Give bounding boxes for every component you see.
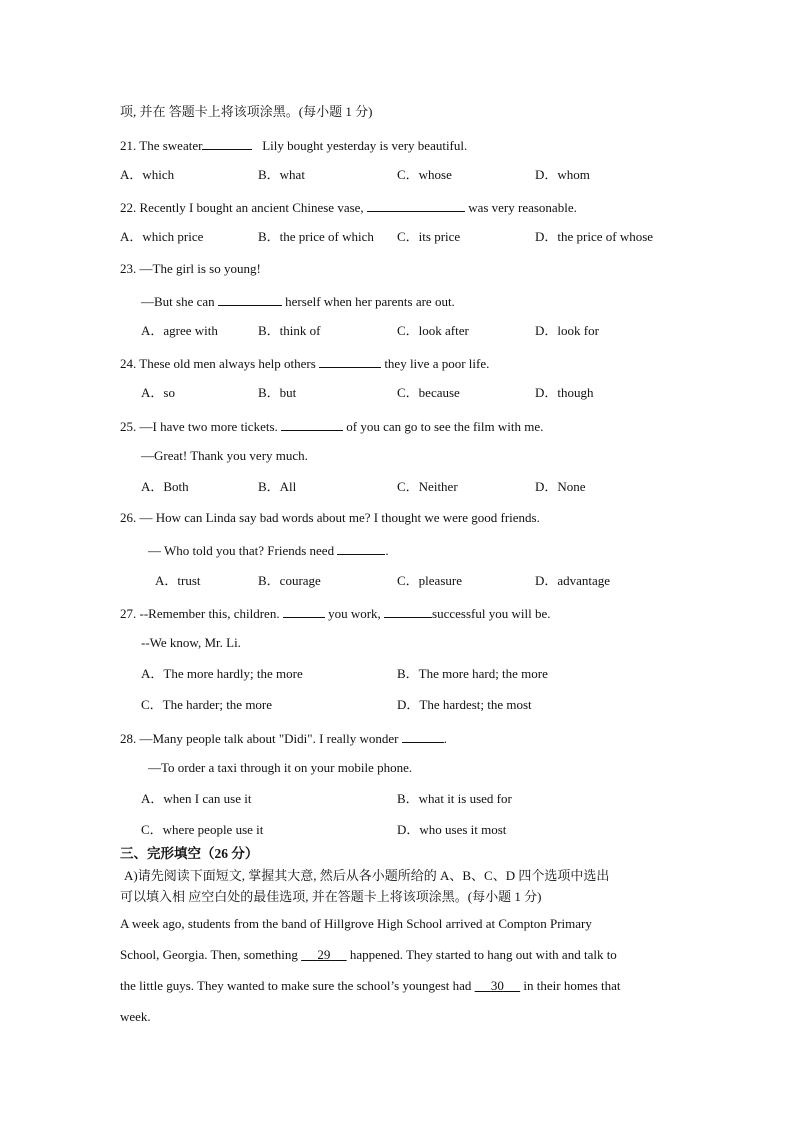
question-stem: —The girl is so young!	[139, 261, 261, 276]
option-a: A．Both	[141, 479, 189, 494]
option-c: C．look after	[397, 323, 469, 338]
question-stem-after: they live a poor life.	[381, 356, 490, 371]
question-stem-after: .	[443, 731, 447, 746]
blank-number: 30	[490, 978, 504, 993]
passage-text: School, Georgia. Then, something	[120, 947, 302, 962]
line2-before: —But she can	[141, 294, 218, 309]
question-number: 22.	[120, 200, 137, 215]
question-25-line2: —Great! Thank you very much.	[141, 448, 308, 463]
question-number: 28.	[120, 731, 137, 746]
passage-line-4: week.	[120, 1009, 151, 1024]
question-22	[120, 198, 577, 216]
answer-blank	[281, 417, 343, 431]
option-b: B．The more hard; the more	[397, 666, 548, 681]
option-a: A．which	[120, 167, 175, 182]
question-stem-before: These old men always help others	[139, 356, 320, 371]
blank-30	[475, 978, 521, 993]
option-c: C．pleasure	[397, 573, 462, 588]
question-number: 21.	[120, 138, 137, 153]
question-23	[120, 261, 261, 277]
question-28	[120, 729, 447, 747]
section-title: 三、完形填空（26 分）	[120, 846, 259, 861]
answer-blank	[337, 541, 385, 555]
blank-number: 29	[317, 947, 331, 962]
option-a: A．agree with	[141, 323, 218, 338]
question-number: 27.	[120, 606, 137, 621]
question-26-line2	[148, 541, 389, 559]
question-stem: — How can Linda say bad words about me? I thought we were good friends.	[139, 510, 540, 525]
question-stem-before: --Remember this, children.	[139, 606, 283, 621]
question-21	[120, 136, 467, 154]
answer-blank	[218, 292, 282, 306]
section-instruction-line1: A)请先阅读下面短文, 掌握其大意, 然后从各小题所给的 A、B、C、D 四个选项中选出	[124, 868, 610, 883]
line2-after: herself when her parents are out.	[281, 294, 455, 309]
option-b: B．but	[258, 385, 297, 400]
blank-29	[301, 947, 347, 962]
question-stem-after: of you can go to see the film with me.	[343, 419, 544, 434]
option-c: C．where people use it	[141, 822, 264, 837]
option-b: B．the price of which	[258, 229, 374, 244]
option-d: D．who uses it most	[397, 822, 507, 837]
option-a: A．trust	[155, 573, 201, 588]
question-stem-mid: you work,	[324, 606, 385, 621]
passage-line-2	[120, 947, 617, 963]
passage-line-3	[120, 978, 621, 994]
option-d: D．whom	[535, 167, 590, 182]
answer-blank	[202, 136, 252, 150]
passage-line-1: A week ago, students from the band of Hillgrove High School arrived at Compton Primary	[120, 916, 592, 931]
question-25	[120, 417, 543, 435]
question-number: 26.	[120, 510, 137, 525]
question-number: 24.	[120, 356, 137, 371]
option-a: A．when I can use it	[141, 791, 252, 806]
option-d: D．The hardest; the most	[397, 697, 532, 712]
passage-text: in their homes that	[520, 978, 621, 993]
question-stem-before: —Many people talk about "Didi". I really wonder	[139, 731, 402, 746]
answer-blank	[319, 354, 381, 368]
line2-after: .	[385, 543, 389, 558]
question-stem-after: Lily bought yesterday is very beautiful.	[252, 138, 468, 153]
question-stem-before: Recently I bought an ancient Chinese vase,	[139, 200, 367, 215]
option-d: D．advantage	[535, 573, 611, 588]
option-c: C．whose	[397, 167, 452, 182]
question-27	[120, 604, 550, 622]
question-28-line2: —To order a taxi through it on your mobile phone.	[148, 760, 413, 775]
question-stem-after: successful you will be.	[432, 606, 551, 621]
option-c: C．Neither	[397, 479, 458, 494]
option-d: D．None	[535, 479, 586, 494]
option-d: D．though	[535, 385, 594, 400]
question-24	[120, 354, 489, 372]
answer-blank	[384, 604, 432, 618]
answer-blank	[283, 604, 325, 618]
question-stem-before: The sweater	[139, 138, 203, 153]
option-a: A．which price	[120, 229, 204, 244]
option-c: C．because	[397, 385, 460, 400]
passage-text: happened. They started to hang out with and talk to	[346, 947, 617, 962]
section-instruction-line2: 可以填入相 应空白处的最佳选项, 并在答题卡上将该项涂黑。(每小题 1 分)	[120, 889, 542, 904]
question-26	[120, 510, 540, 526]
option-b: B．what	[258, 167, 305, 182]
answer-blank	[402, 729, 444, 743]
option-d: D．the price of whose	[535, 229, 654, 244]
option-d: D．look for	[535, 323, 599, 338]
passage-text: the little guys. They wanted to make sure the school’s youngest had	[120, 978, 475, 993]
instruction-header: 项, 并在 答题卡上将该项涂黑。(每小题 1 分)	[120, 104, 373, 119]
option-c: C．its price	[397, 229, 461, 244]
question-27-line2: --We know, Mr. Li.	[141, 635, 241, 650]
option-b: B．courage	[258, 573, 321, 588]
question-stem-after: was very reasonable.	[464, 200, 577, 215]
question-23-line2	[141, 292, 455, 310]
option-b: B．All	[258, 479, 297, 494]
option-b: B．think of	[258, 323, 321, 338]
option-b: B．what it is used for	[397, 791, 512, 806]
question-stem-before: —I have two more tickets.	[139, 419, 282, 434]
option-a: A．The more hardly; the more	[141, 666, 303, 681]
line2-before: — Who told you that? Friends need	[148, 543, 338, 558]
question-number: 23.	[120, 261, 137, 276]
answer-blank	[367, 198, 465, 212]
option-c: C．The harder; the more	[141, 697, 273, 712]
option-a: A．so	[141, 385, 175, 400]
question-number: 25.	[120, 419, 137, 434]
